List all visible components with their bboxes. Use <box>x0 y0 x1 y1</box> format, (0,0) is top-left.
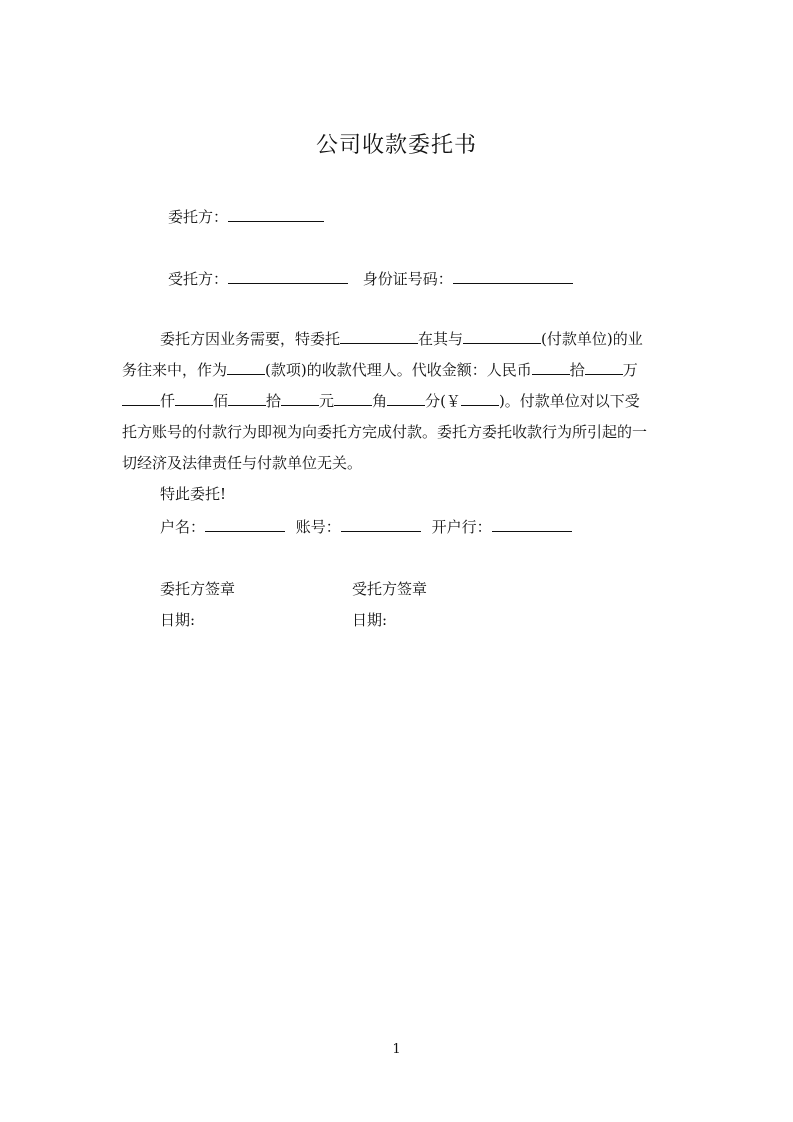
body-text: 在其与 <box>418 330 464 348</box>
body-text: 万 <box>622 361 638 379</box>
bank-label: 开户行： <box>431 518 492 536</box>
body-text: 仟 <box>160 392 176 410</box>
agent-label: 受托方： <box>168 270 229 288</box>
page-number: 1 <box>392 1042 401 1057</box>
agent-name-blank[interactable] <box>340 327 418 344</box>
amount-fen-blank[interactable] <box>387 389 425 406</box>
principal-label: 委托方： <box>168 208 229 226</box>
amount-yuan-blank[interactable] <box>281 389 319 406</box>
document-title: 公司收款委托书 <box>315 133 477 158</box>
body-text: 委托方因业务需要，特委托 <box>160 330 341 348</box>
closing-text: 特此委托! <box>160 485 227 503</box>
account-number-blank[interactable] <box>341 516 421 532</box>
agent-row <box>168 268 573 289</box>
body-text: 务往来中，作为 <box>122 361 228 379</box>
payment-item-blank[interactable] <box>227 358 265 375</box>
agent-blank[interactable] <box>228 268 348 284</box>
body-text: (付款单位)的业 <box>541 330 643 348</box>
account-name-label: 户名： <box>160 518 206 536</box>
principal-row <box>168 206 324 227</box>
amount-numeric-blank[interactable] <box>461 389 499 406</box>
principal-blank[interactable] <box>228 206 324 222</box>
amount-jiao-blank[interactable] <box>334 389 372 406</box>
body-line-2 <box>122 355 678 386</box>
amount-wan-blank[interactable] <box>585 358 623 375</box>
body-line-4: 托方账号的付款行为即视为向委托方完成付款。委托方委托收款行为所引起的一 <box>122 423 648 441</box>
id-number-blank[interactable] <box>453 268 573 284</box>
bank-blank[interactable] <box>492 516 572 532</box>
body-text: 角 <box>372 392 388 410</box>
amount-shi-wan-blank[interactable] <box>532 358 570 375</box>
body-paragraph <box>122 324 678 510</box>
body-text: 拾 <box>266 392 282 410</box>
principal-signature-label: 委托方签章 <box>160 580 236 598</box>
payer-blank[interactable] <box>463 327 541 344</box>
body-line-3 <box>122 386 678 417</box>
body-line-1 <box>122 324 678 355</box>
body-text: 分(￥ <box>425 392 461 410</box>
id-number-label: 身份证号码： <box>362 270 453 288</box>
amount-qian-blank[interactable] <box>122 389 160 406</box>
agent-signature-label: 受托方签章 <box>352 580 428 598</box>
principal-date-label: 日期: <box>160 611 196 629</box>
account-row <box>160 516 572 537</box>
amount-shi-blank[interactable] <box>228 389 266 406</box>
body-text: 元 <box>319 392 335 410</box>
body-text: (款项)的收款代理人。代收金额：人民币 <box>265 361 532 379</box>
account-number-label: 账号： <box>295 518 341 536</box>
body-text: )。付款单位对以下受 <box>498 392 640 410</box>
body-text: 拾 <box>569 361 585 379</box>
account-name-blank[interactable] <box>205 516 285 532</box>
body-text: 佰 <box>213 392 229 410</box>
body-line-5: 切经济及法律责任与付款单位无关。 <box>122 454 363 472</box>
amount-bai-blank[interactable] <box>175 389 213 406</box>
agent-date-label: 日期: <box>352 611 388 629</box>
